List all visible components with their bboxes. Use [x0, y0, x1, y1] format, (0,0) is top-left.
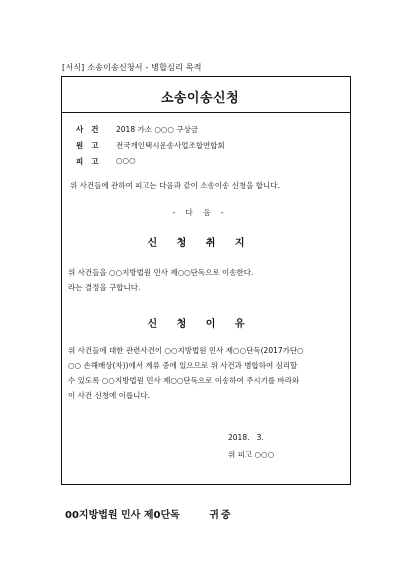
request-line: 위 사건들을 ○○지방법원 민사 제○○단독으로 이송한다.	[68, 268, 254, 277]
reason-line: 위 사건들에 대한 관련사건이 ○○지방법원 민사 제○○단독(2017가단○	[68, 346, 304, 355]
reason-body	[68, 343, 344, 403]
divider-text: - 다 음 -	[172, 208, 228, 217]
receiver-text: 귀중	[209, 510, 233, 521]
reason-line: 이 사건 신청에 이릅니다.	[68, 391, 150, 400]
reason-line: 수 있도록 ○○지방법원 민사 제○○단독으로 이송하여 주시기를 바라와	[68, 376, 300, 385]
case-field-label: 사건	[76, 125, 107, 134]
date-text: 2018. 3.	[228, 433, 264, 442]
defendant-field	[76, 156, 136, 167]
plaintiff-field-label: 원고	[76, 141, 107, 150]
defendant-field-value: ○○○	[116, 156, 136, 165]
signature-block	[228, 430, 274, 462]
court-footer	[65, 506, 233, 521]
document-title: 소송이송신청	[160, 91, 240, 106]
case-field-value: 2018 가소 ○○○ 구상금	[116, 125, 199, 134]
plaintiff-field-value: 전국개인택시운송사업조합연합회	[116, 141, 225, 150]
section-heading-reason: 신 청 이 유	[147, 319, 253, 330]
plaintiff-field	[76, 140, 225, 151]
defendant-field-label: 피고	[76, 157, 107, 166]
intro-text: 위 사건들에 관하여 피고는 다음과 같이 소송이송 신청을 합니다.	[70, 181, 280, 190]
court-name: 00지방법원 민사 제0단독	[65, 510, 180, 521]
title-divider	[62, 112, 350, 113]
signer-text: 위 피고 ○○○	[228, 450, 275, 459]
section-heading-request: 신 청 취 지	[147, 238, 253, 249]
reason-line: ○○ 손해배상(자))에서 계류 중에 있으므로 위 사건과 병합하여 심리할	[68, 361, 298, 370]
case-field	[76, 124, 198, 135]
request-line: 라는 결정을 구합니다.	[68, 283, 141, 292]
form-caption: [서식] 소송이송신청서 - 병합심리 목적	[62, 63, 202, 72]
request-body	[68, 265, 253, 295]
